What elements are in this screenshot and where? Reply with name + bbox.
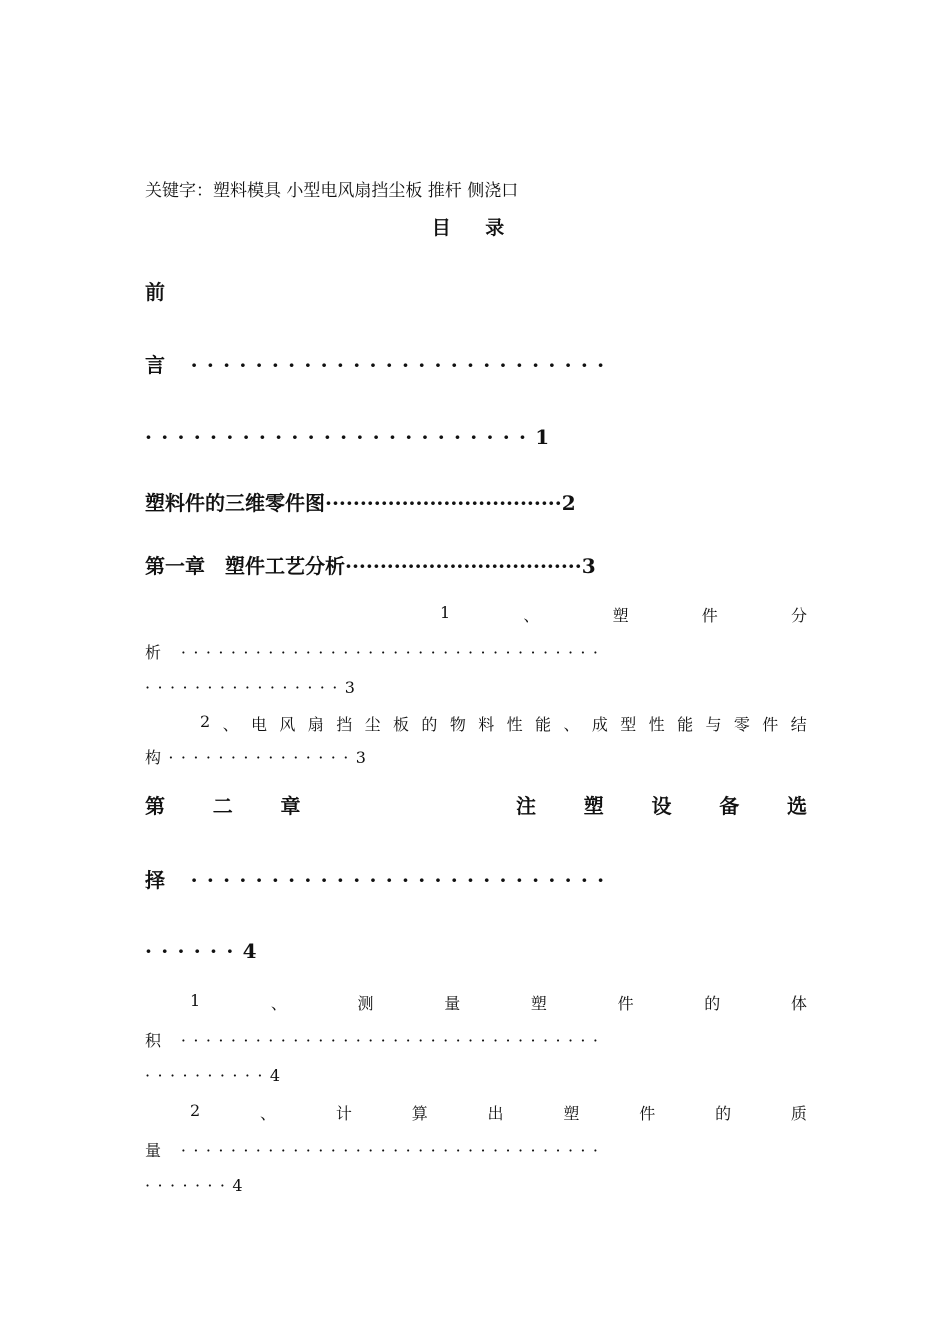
spread-row (190, 1101, 807, 1124)
char: 注 (516, 794, 536, 818)
toc-ch1-1-line3: ················3 (145, 678, 363, 697)
char: 尘 (364, 715, 381, 734)
char: 章 (280, 794, 301, 818)
char: 与 (705, 715, 722, 734)
toc-ch1-2-line2: 构···············3 (145, 748, 374, 767)
char: 质 (790, 1104, 807, 1123)
char: 性 (648, 715, 665, 734)
char: 的 (715, 1104, 732, 1123)
toc-ch1-1-line1 (440, 603, 807, 626)
char: 风 (279, 715, 296, 734)
char: 选 (787, 794, 807, 818)
char: 件 (701, 606, 718, 625)
char: 件 (762, 715, 779, 734)
char: 出 (487, 1104, 504, 1123)
char: 件 (639, 1104, 656, 1123)
toc-ch1-2-line1 (200, 712, 807, 735)
char: 、 (222, 715, 239, 734)
char: 型 (620, 715, 637, 734)
char: 体 (790, 994, 807, 1013)
char: 件 (617, 994, 634, 1013)
gap (348, 790, 468, 819)
toc-ch2-1-line1 (190, 991, 807, 1014)
char: 塑 (612, 606, 629, 625)
char: 备 (719, 794, 740, 818)
toc-chapter1: 第一章 塑件工艺分析··································3 (145, 554, 596, 578)
char: 量 (444, 994, 461, 1013)
toc-preface-line1: 前 (145, 280, 165, 304)
char: 2 (190, 1101, 201, 1120)
char: 电 (250, 715, 267, 734)
toc-preface-line3: ························1 (145, 425, 559, 449)
char: 成 (591, 715, 608, 734)
toc-title: 目 录 (431, 217, 519, 239)
char: 塑 (583, 794, 604, 818)
char: 1 (190, 991, 201, 1010)
char: 结 (790, 715, 807, 734)
toc-ch2-line1 (145, 790, 807, 819)
char: 、 (563, 715, 580, 734)
char: 塑 (530, 994, 547, 1013)
char: 1 (440, 603, 451, 622)
char: 第 (145, 794, 165, 818)
toc-ch1-1-line2: 析 ·································· (145, 643, 606, 662)
char: 的 (421, 715, 438, 734)
char: 2 (200, 712, 211, 731)
char: 、 (523, 606, 540, 625)
toc-ch2-2-line2: 量 ·································· (145, 1141, 606, 1160)
char: 塑 (563, 1104, 580, 1123)
keywords-line: 关键字：塑料模具 小型电风扇挡尘板 推杆 侧浇口 (145, 181, 519, 201)
spread-row (190, 991, 807, 1014)
char: 算 (411, 1104, 428, 1123)
spread-row (440, 603, 807, 626)
char: 挡 (336, 715, 353, 734)
char: 料 (478, 715, 495, 734)
toc-ch2-2-line3: ·······4 (145, 1176, 250, 1195)
char: 物 (449, 715, 466, 734)
char: 设 (651, 794, 672, 818)
toc-preface-line2: 言 ·························· (145, 353, 614, 377)
char: 分 (790, 606, 807, 625)
toc-ch2-1-line3: ··········4 (145, 1066, 288, 1085)
char: 能 (677, 715, 694, 734)
char: 、 (260, 1104, 277, 1123)
char: 测 (357, 994, 374, 1013)
char: 、 (270, 994, 287, 1013)
spread-row (145, 790, 807, 819)
toc-ch2-1-line2: 积 ·································· (145, 1031, 606, 1050)
toc-ch2-2-line1 (190, 1101, 807, 1124)
toc-figure: 塑料件的三维零件图··································2 (145, 491, 576, 515)
char: 能 (535, 715, 552, 734)
toc-ch2-line2: 择 ·························· (145, 868, 614, 892)
char: 扇 (307, 715, 324, 734)
toc-ch2-line3: ······4 (145, 939, 266, 963)
char: 板 (393, 715, 410, 734)
char: 的 (704, 994, 721, 1013)
char: 零 (733, 715, 750, 734)
char: 二 (212, 794, 233, 818)
spread-row (200, 712, 807, 735)
char: 计 (335, 1104, 352, 1123)
char: 性 (506, 715, 523, 734)
